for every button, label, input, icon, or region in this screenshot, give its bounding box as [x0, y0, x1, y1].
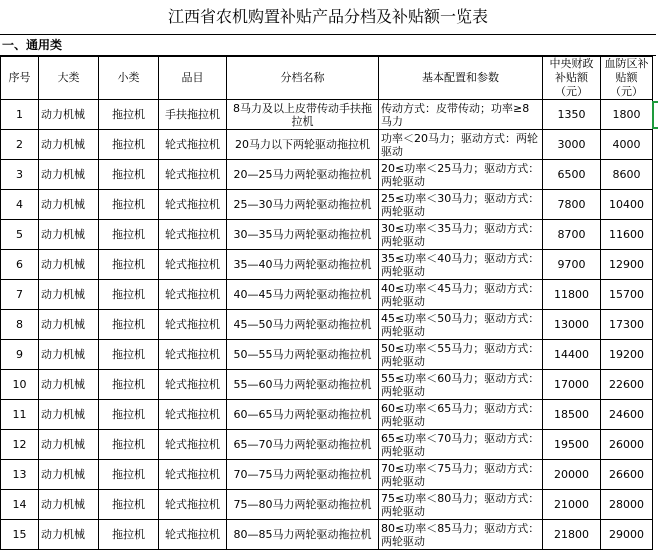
cell-central[interactable]: 3000 — [543, 130, 601, 160]
cell-no[interactable]: 15 — [1, 520, 39, 550]
cell-item[interactable]: 轮式拖拉机 — [159, 250, 227, 280]
cell-central[interactable]: 14400 — [543, 340, 601, 370]
table-row — [1, 340, 653, 370]
cell-no[interactable]: 5 — [1, 220, 39, 250]
cell-item[interactable]: 轮式拖拉机 — [159, 430, 227, 460]
header-central[interactable]: 中央财政补贴额（元） — [543, 57, 601, 100]
cell-tier[interactable]: 50—55马力两轮驱动拖拉机 — [227, 340, 379, 370]
cell-config[interactable]: 75≤功率＜80马力；驱动方式：两轮驱动 — [379, 490, 543, 520]
cell-tier[interactable]: 25—30马力两轮驱动拖拉机 — [227, 190, 379, 220]
cell-region[interactable]: 22600 — [601, 370, 653, 400]
cell-tier[interactable]: 70—75马力两轮驱动拖拉机 — [227, 460, 379, 490]
cell-central[interactable]: 8700 — [543, 220, 601, 250]
cell-tier[interactable]: 8马力及以上皮带传动手扶拖拉机 — [227, 100, 379, 130]
cell-minor[interactable]: 拖拉机 — [99, 130, 159, 160]
cell-central[interactable]: 1350 — [543, 100, 601, 130]
cell-central[interactable]: 9700 — [543, 250, 601, 280]
cell-config[interactable]: 45≤功率＜50马力；驱动方式：两轮驱动 — [379, 310, 543, 340]
cell-selection-indicator — [652, 101, 658, 129]
cell-config[interactable]: 功率＜20马力；驱动方式：两轮驱动 — [379, 130, 543, 160]
cell-region[interactable]: 26000 — [601, 430, 653, 460]
table-row — [1, 190, 653, 220]
cell-item[interactable]: 手扶拖拉机 — [159, 100, 227, 130]
cell-item[interactable]: 轮式拖拉机 — [159, 310, 227, 340]
cell-tier[interactable]: 30—35马力两轮驱动拖拉机 — [227, 220, 379, 250]
header-no[interactable]: 序号 — [1, 57, 39, 100]
cell-tier[interactable]: 80—85马力两轮驱动拖拉机 — [227, 520, 379, 550]
cell-config[interactable]: 35≤功率＜40马力；驱动方式：两轮驱动 — [379, 250, 543, 280]
cell-config[interactable]: 70≤功率＜75马力；驱动方式：两轮驱动 — [379, 460, 543, 490]
cell-tier[interactable]: 40—45马力两轮驱动拖拉机 — [227, 280, 379, 310]
cell-central[interactable]: 7800 — [543, 190, 601, 220]
cell-major[interactable]: 动力机械 — [39, 190, 99, 220]
cell-no[interactable]: 4 — [1, 190, 39, 220]
cell-minor[interactable]: 拖拉机 — [99, 400, 159, 430]
cell-major[interactable]: 动力机械 — [39, 100, 99, 130]
cell-minor[interactable]: 拖拉机 — [99, 370, 159, 400]
cell-minor[interactable]: 拖拉机 — [99, 250, 159, 280]
cell-config[interactable]: 25≤功率＜30马力；驱动方式：两轮驱动 — [379, 190, 543, 220]
cell-tier[interactable]: 55—60马力两轮驱动拖拉机 — [227, 370, 379, 400]
cell-no[interactable]: 8 — [1, 310, 39, 340]
header-minor[interactable]: 小类 — [99, 57, 159, 100]
cell-central[interactable]: 18500 — [543, 400, 601, 430]
table-row — [1, 490, 653, 520]
cell-major[interactable]: 动力机械 — [39, 460, 99, 490]
cell-no[interactable]: 2 — [1, 130, 39, 160]
cell-config[interactable]: 65≤功率＜70马力；驱动方式：两轮驱动 — [379, 430, 543, 460]
cell-central[interactable]: 21000 — [543, 490, 601, 520]
cell-region[interactable]: 1800 — [601, 100, 653, 130]
cell-region[interactable]: 17300 — [601, 310, 653, 340]
cell-item[interactable]: 轮式拖拉机 — [159, 370, 227, 400]
cell-tier[interactable]: 75—80马力两轮驱动拖拉机 — [227, 490, 379, 520]
table-row — [1, 370, 653, 400]
cell-config[interactable]: 20≤功率＜25马力；驱动方式：两轮驱动 — [379, 160, 543, 190]
table-row — [1, 430, 653, 460]
cell-region[interactable]: 4000 — [601, 130, 653, 160]
cell-central[interactable]: 6500 — [543, 160, 601, 190]
cell-major[interactable]: 动力机械 — [39, 430, 99, 460]
cell-config[interactable]: 40≤功率＜45马力；驱动方式：两轮驱动 — [379, 280, 543, 310]
cell-region[interactable]: 29000 — [601, 520, 653, 550]
cell-minor[interactable]: 拖拉机 — [99, 520, 159, 550]
cell-central[interactable]: 11800 — [543, 280, 601, 310]
sheet-title: 江西省农机购置补贴产品分档及补贴额一览表 — [0, 0, 656, 35]
table-row — [1, 160, 653, 190]
cell-minor[interactable]: 拖拉机 — [99, 340, 159, 370]
cell-major[interactable]: 动力机械 — [39, 250, 99, 280]
cell-no[interactable]: 12 — [1, 430, 39, 460]
cell-no[interactable]: 10 — [1, 370, 39, 400]
cell-item[interactable]: 轮式拖拉机 — [159, 400, 227, 430]
cell-tier[interactable]: 20马力以下两轮驱动拖拉机 — [227, 130, 379, 160]
cell-no[interactable]: 14 — [1, 490, 39, 520]
table-row — [1, 520, 653, 550]
cell-item[interactable]: 轮式拖拉机 — [159, 160, 227, 190]
cell-region[interactable]: 12900 — [601, 250, 653, 280]
cell-item[interactable]: 轮式拖拉机 — [159, 340, 227, 370]
table-row — [1, 460, 653, 490]
cell-minor[interactable]: 拖拉机 — [99, 460, 159, 490]
table-row — [1, 250, 653, 280]
cell-region[interactable]: 11600 — [601, 220, 653, 250]
header-tier[interactable]: 分档名称 — [227, 57, 379, 100]
cell-major[interactable]: 动力机械 — [39, 160, 99, 190]
cell-region[interactable]: 26600 — [601, 460, 653, 490]
header-major[interactable]: 大类 — [39, 57, 99, 100]
table-row — [1, 130, 653, 160]
header-row — [1, 57, 653, 100]
cell-tier[interactable]: 20—25马力两轮驱动拖拉机 — [227, 160, 379, 190]
cell-major[interactable]: 动力机械 — [39, 520, 99, 550]
cell-no[interactable]: 1 — [1, 100, 39, 130]
cell-no[interactable]: 13 — [1, 460, 39, 490]
cell-major[interactable]: 动力机械 — [39, 370, 99, 400]
cell-central[interactable]: 17000 — [543, 370, 601, 400]
cell-tier[interactable]: 45—50马力两轮驱动拖拉机 — [227, 310, 379, 340]
table-row — [1, 220, 653, 250]
subsidy-table — [0, 56, 653, 550]
cell-item[interactable]: 轮式拖拉机 — [159, 520, 227, 550]
cell-minor[interactable]: 拖拉机 — [99, 430, 159, 460]
cell-item[interactable]: 轮式拖拉机 — [159, 190, 227, 220]
table-row — [1, 400, 653, 430]
cell-config[interactable]: 60≤功率＜65马力；驱动方式：两轮驱动 — [379, 400, 543, 430]
cell-minor[interactable]: 拖拉机 — [99, 100, 159, 130]
cell-central[interactable]: 19500 — [543, 430, 601, 460]
cell-major[interactable]: 动力机械 — [39, 400, 99, 430]
section-heading: 一、通用类 — [0, 34, 656, 56]
cell-minor[interactable]: 拖拉机 — [99, 160, 159, 190]
cell-item[interactable]: 轮式拖拉机 — [159, 220, 227, 250]
cell-item[interactable]: 轮式拖拉机 — [159, 490, 227, 520]
cell-region[interactable]: 24600 — [601, 400, 653, 430]
cell-minor[interactable]: 拖拉机 — [99, 190, 159, 220]
table-row — [1, 310, 653, 340]
table-row — [1, 280, 653, 310]
cell-region[interactable]: 19200 — [601, 340, 653, 370]
cell-major[interactable]: 动力机械 — [39, 310, 99, 340]
cell-no[interactable]: 3 — [1, 160, 39, 190]
cell-no[interactable]: 9 — [1, 340, 39, 370]
cell-config[interactable]: 30≤功率＜35马力；驱动方式：两轮驱动 — [379, 220, 543, 250]
cell-tier[interactable]: 65—70马力两轮驱动拖拉机 — [227, 430, 379, 460]
cell-no[interactable]: 6 — [1, 250, 39, 280]
cell-tier[interactable]: 35—40马力两轮驱动拖拉机 — [227, 250, 379, 280]
cell-config[interactable]: 传动方式：皮带传动；功率≥8马力 — [379, 100, 543, 130]
cell-config[interactable]: 55≤功率＜60马力；驱动方式：两轮驱动 — [379, 370, 543, 400]
cell-minor[interactable]: 拖拉机 — [99, 490, 159, 520]
cell-region[interactable]: 15700 — [601, 280, 653, 310]
cell-major[interactable]: 动力机械 — [39, 280, 99, 310]
table-row — [1, 100, 653, 130]
cell-major[interactable]: 动力机械 — [39, 220, 99, 250]
cell-minor[interactable]: 拖拉机 — [99, 280, 159, 310]
cell-minor[interactable]: 拖拉机 — [99, 220, 159, 250]
cell-region[interactable]: 10400 — [601, 190, 653, 220]
header-item[interactable]: 品目 — [159, 57, 227, 100]
cell-major[interactable]: 动力机械 — [39, 130, 99, 160]
cell-no[interactable]: 7 — [1, 280, 39, 310]
cell-item[interactable]: 轮式拖拉机 — [159, 130, 227, 160]
cell-item[interactable]: 轮式拖拉机 — [159, 280, 227, 310]
cell-tier[interactable]: 60—65马力两轮驱动拖拉机 — [227, 400, 379, 430]
header-config[interactable]: 基本配置和参数 — [379, 57, 543, 100]
header-region[interactable]: 血防区补贴额（元） — [601, 57, 653, 100]
cell-no[interactable]: 11 — [1, 400, 39, 430]
cell-region[interactable]: 8600 — [601, 160, 653, 190]
cell-central[interactable]: 20000 — [543, 460, 601, 490]
cell-region[interactable]: 28000 — [601, 490, 653, 520]
cell-central[interactable]: 21800 — [543, 520, 601, 550]
cell-item[interactable]: 轮式拖拉机 — [159, 460, 227, 490]
cell-config[interactable]: 80≤功率＜85马力；驱动方式：两轮驱动 — [379, 520, 543, 550]
cell-major[interactable]: 动力机械 — [39, 490, 99, 520]
cell-config[interactable]: 50≤功率＜55马力；驱动方式：两轮驱动 — [379, 340, 543, 370]
cell-minor[interactable]: 拖拉机 — [99, 310, 159, 340]
cell-major[interactable]: 动力机械 — [39, 340, 99, 370]
cell-central[interactable]: 13000 — [543, 310, 601, 340]
